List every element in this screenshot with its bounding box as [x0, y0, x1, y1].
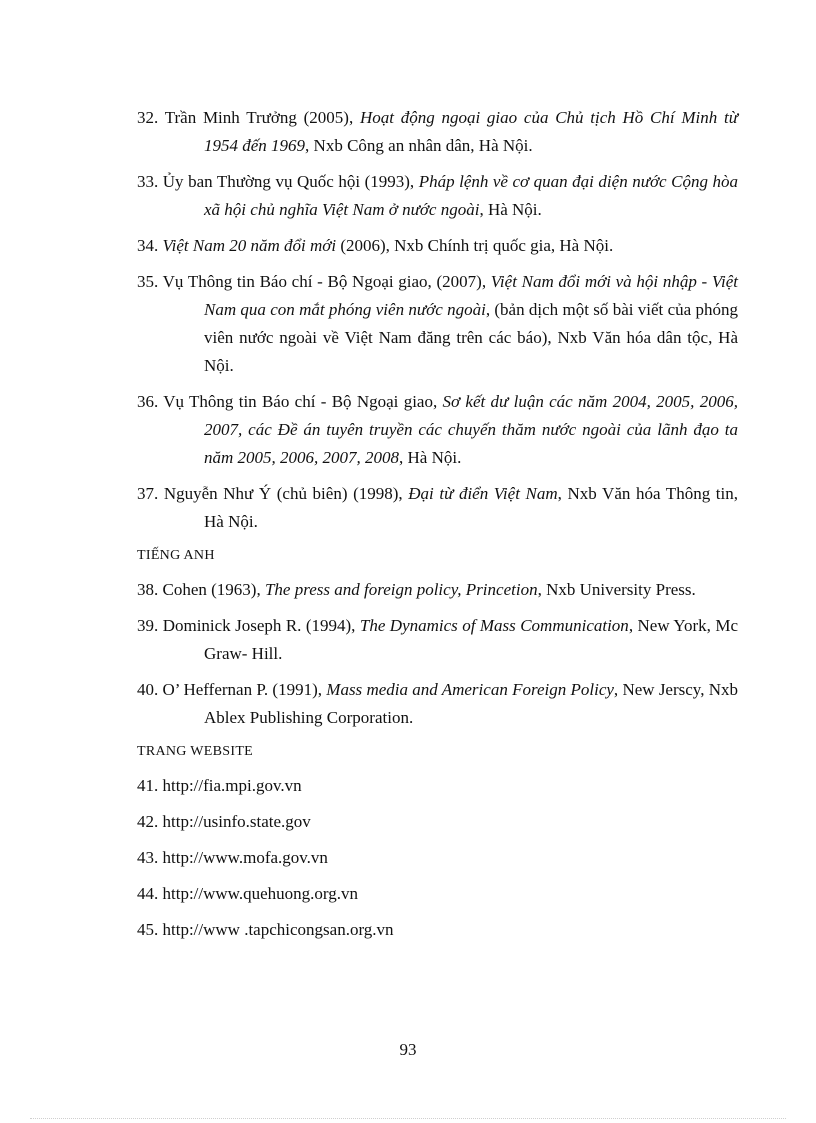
reference-publisher: , Nxb Văn hóa Thông tin, Hà Nội.: [204, 484, 738, 531]
reference-author: O’ Heffernan P. (1991),: [162, 680, 327, 699]
reference-number: 35.: [137, 272, 159, 291]
reference-publisher: , New York, Mc Graw- Hill.: [204, 616, 738, 663]
reference-publisher: , Hà Nội.: [399, 448, 462, 467]
website-number: 41.: [137, 776, 159, 795]
website-number: 42.: [137, 812, 159, 831]
page-bottom-divider: [30, 1118, 786, 1119]
reference-title: Hoạt động ngoại giao của Chủ tịch Hồ Chí Minh từ 1954 đến 1969: [204, 108, 738, 155]
reference-37: [137, 480, 738, 536]
reference-39: [137, 612, 738, 668]
website-url: http://usinfo.state.gov: [162, 812, 311, 831]
website-44: [137, 880, 738, 908]
reference-32: [137, 104, 738, 160]
reference-publisher: , Nxb University Press.: [537, 580, 696, 599]
website-url: http://www .tapchicongsan.org.vn: [162, 920, 394, 939]
reference-publisher: , New Jerscy, Nxb Ablex Publishing Corporation.: [204, 680, 738, 727]
reference-publisher: , Hà Nội.: [479, 200, 542, 219]
reference-35: [137, 268, 738, 380]
website-41: [137, 772, 738, 800]
reference-38: [137, 576, 738, 604]
section-heading-english: TIẾNG ANH: [137, 548, 215, 563]
reference-title: The Dynamics of Mass Communication: [359, 616, 629, 635]
reference-number: 38.: [137, 580, 159, 599]
website-43: [137, 844, 738, 872]
reference-title: Việt Nam 20 năm đổi mới: [162, 236, 337, 255]
reference-40: [137, 676, 738, 732]
reference-author: Vụ Thông tin Báo chí - Bộ Ngoại giao,: [163, 392, 443, 411]
website-number: 43.: [137, 848, 159, 867]
reference-publisher: , (bản dịch một số bài viết của phóng viên nước ngoài về Việt Nam đăng trên các báo), Nxb Văn hóa dân tộc, Hà Nội.: [204, 300, 738, 375]
website-45: [137, 916, 738, 944]
reference-author: Dominick Joseph R. (1994),: [162, 616, 360, 635]
reference-publisher: , Nxb Công an nhân dân, Hà Nội.: [305, 136, 533, 155]
reference-33: [137, 168, 738, 224]
reference-number: 34.: [137, 236, 159, 255]
reference-number: 36.: [137, 392, 159, 411]
reference-number: 40.: [137, 680, 159, 699]
reference-number: 33.: [137, 172, 159, 191]
reference-number: 37.: [137, 484, 159, 503]
website-url: http://fia.mpi.gov.vn: [162, 776, 302, 795]
website-url: http://www.quehuong.org.vn: [162, 884, 358, 903]
reference-author: Cohen (1963),: [162, 580, 265, 599]
reference-title: Mass media and American Foreign Policy: [326, 680, 614, 699]
reference-title: Pháp lệnh về cơ quan đại diện nước Cộng hòa xã hội chủ nghĩa Việt Nam ở nước ngoài: [204, 172, 738, 219]
reference-number: 39.: [137, 616, 159, 635]
reference-title: Đại từ điển Việt Nam: [408, 484, 558, 503]
reference-author: Trần Minh Trưởng (2005),: [164, 108, 360, 127]
website-42: [137, 808, 738, 836]
website-number: 45.: [137, 920, 159, 939]
page-number: 93: [399, 1040, 417, 1059]
reference-author: Nguyễn Như Ý (chủ biên) (1998),: [163, 484, 409, 503]
reference-title: Việt Nam đổi mới và hội nhập - Việt Nam qua con mắt phóng viên nước ngoài: [204, 272, 738, 319]
reference-author: Ủy ban Thường vụ Quốc hội (1993),: [162, 172, 419, 191]
reference-title: The press and foreign policy, Princetion: [264, 580, 538, 599]
website-url: http://www.mofa.gov.vn: [162, 848, 328, 867]
reference-36: [137, 388, 738, 472]
reference-list: [137, 104, 738, 952]
reference-author: Vụ Thông tin Báo chí - Bộ Ngoại giao, (2007),: [162, 272, 491, 291]
reference-title: Sơ kết dư luận các năm 2004, 2005, 2006, 2007, các Đề án tuyên truyền các chuyến thăm nước ngoài của lãnh đạo ta năm 2005, 2006, 2007, 2008: [204, 392, 738, 467]
reference-number: 32.: [137, 108, 159, 127]
website-number: 44.: [137, 884, 159, 903]
section-heading-website: TRANG WEBSITE: [137, 744, 254, 759]
reference-publisher: (2006), Nxb Chính trị quốc gia, Hà Nội.: [336, 236, 614, 255]
reference-34: [137, 232, 738, 260]
